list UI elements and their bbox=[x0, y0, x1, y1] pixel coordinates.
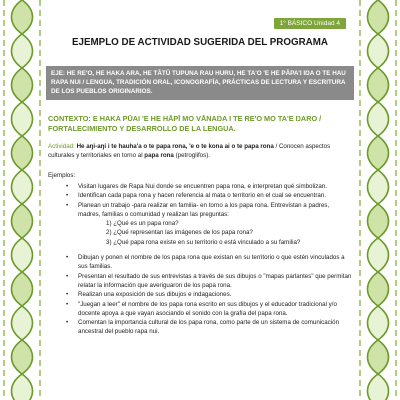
leaf-pattern-icon bbox=[356, 0, 400, 400]
leaf-pattern-icon bbox=[0, 0, 44, 400]
question-item: 3) ¿Qué papa rona existe en su territorio o está vinculado a su familia? bbox=[106, 238, 301, 246]
list-item: • Comentan la importancia cultural de los papa rona, como parte de un sistema de comunicación ancestral del pueblo rapa nui. bbox=[66, 318, 352, 337]
list-item: • Presentan el resultado de sus entrevistas a través de sus dibujos o "mapas parlantes" que permitan relatar la información que averiguaron de los papa rona. bbox=[66, 272, 352, 291]
examples-list bbox=[66, 182, 352, 337]
grade-unit-badge: 1° BÁSICO Unidad 4 bbox=[274, 18, 346, 29]
actividad-title-rapanui: He aŋi-aŋi i te hauha'a o te papa rona, 'e o te kona ai o te papa rona bbox=[76, 143, 274, 150]
question-item: 1) ¿Qué es un papa rona? bbox=[106, 220, 179, 228]
actividad-description: / Conocen aspectos culturales y territoriales en torno al bbox=[48, 143, 331, 159]
list-item: • "Juegan a leer" el nombre de los papa rona escrito en sus dibujos y el educador tradicional y/o docente apoya a que vayan asociando el sonido con la grafía del papa rona. bbox=[66, 300, 352, 319]
left-decorative-border bbox=[0, 0, 44, 400]
document-page bbox=[46, 0, 354, 400]
list-item bbox=[66, 201, 352, 247]
list-item: • Visitan lugares de Rapa Nui donde se encuentren papa rona, e interpretan qué simbolizan. bbox=[66, 182, 352, 191]
page-title: EJEMPLO DE ACTIVIDAD SUGERIDA DEL PROGRAMA bbox=[71, 37, 328, 48]
list-item: • Identifican cada papa rona y hacen referencia al mata o territorio en el cual se encuentran. bbox=[66, 191, 352, 200]
right-decorative-border bbox=[356, 0, 400, 400]
actividad-paragraph bbox=[48, 143, 352, 161]
list-item-text: Planean un trabajo -para realizar en familia- en torno a los papa rona. Entrevistan a padres, madres, familias o comunidad y realizan las preguntas: bbox=[78, 201, 330, 218]
actividad-term: papa rona bbox=[144, 151, 174, 159]
eje-box: EJE: HE RE'O, HE HAKA ARA, HE TĀTŪ TUPUNA RAU HURU, HE TA'O 'E HE PĀPA'I IŊA O TE HAU RAPA NUI / LENGUA, TRADICIÓN ORAL, ICONOGRAFÍA, PRÁCTICAS DE LECTURA Y ESCRITURA DE LOS PUEBLOS ORIGINARIOS. bbox=[46, 66, 354, 100]
list-item: • Dibujan y ponen el nombre de los papa rona que existan en su territorio o que estén vinculados a sus familias. bbox=[66, 253, 352, 272]
questions-list bbox=[78, 219, 352, 247]
contexto-heading: CONTEXTO: E HAKA PŪAI 'E HE HĀPĪ MO VĀNAŊA I TE RE'O MO TA'E ŊARO / FORTALECIMIENTO Y DESARROLLO DE LA LENGUA. bbox=[48, 114, 322, 133]
list-item: • Realizan una exposición de sus dibujos e indagaciones. bbox=[66, 290, 352, 299]
ejemplos-label: Ejemplos: bbox=[48, 172, 76, 179]
actividad-end: (petroglifos). bbox=[173, 151, 210, 159]
question-item: 2) ¿Qué representan las imágenes de los papa rona? bbox=[106, 229, 253, 237]
actividad-label: Actividad: bbox=[48, 143, 75, 150]
